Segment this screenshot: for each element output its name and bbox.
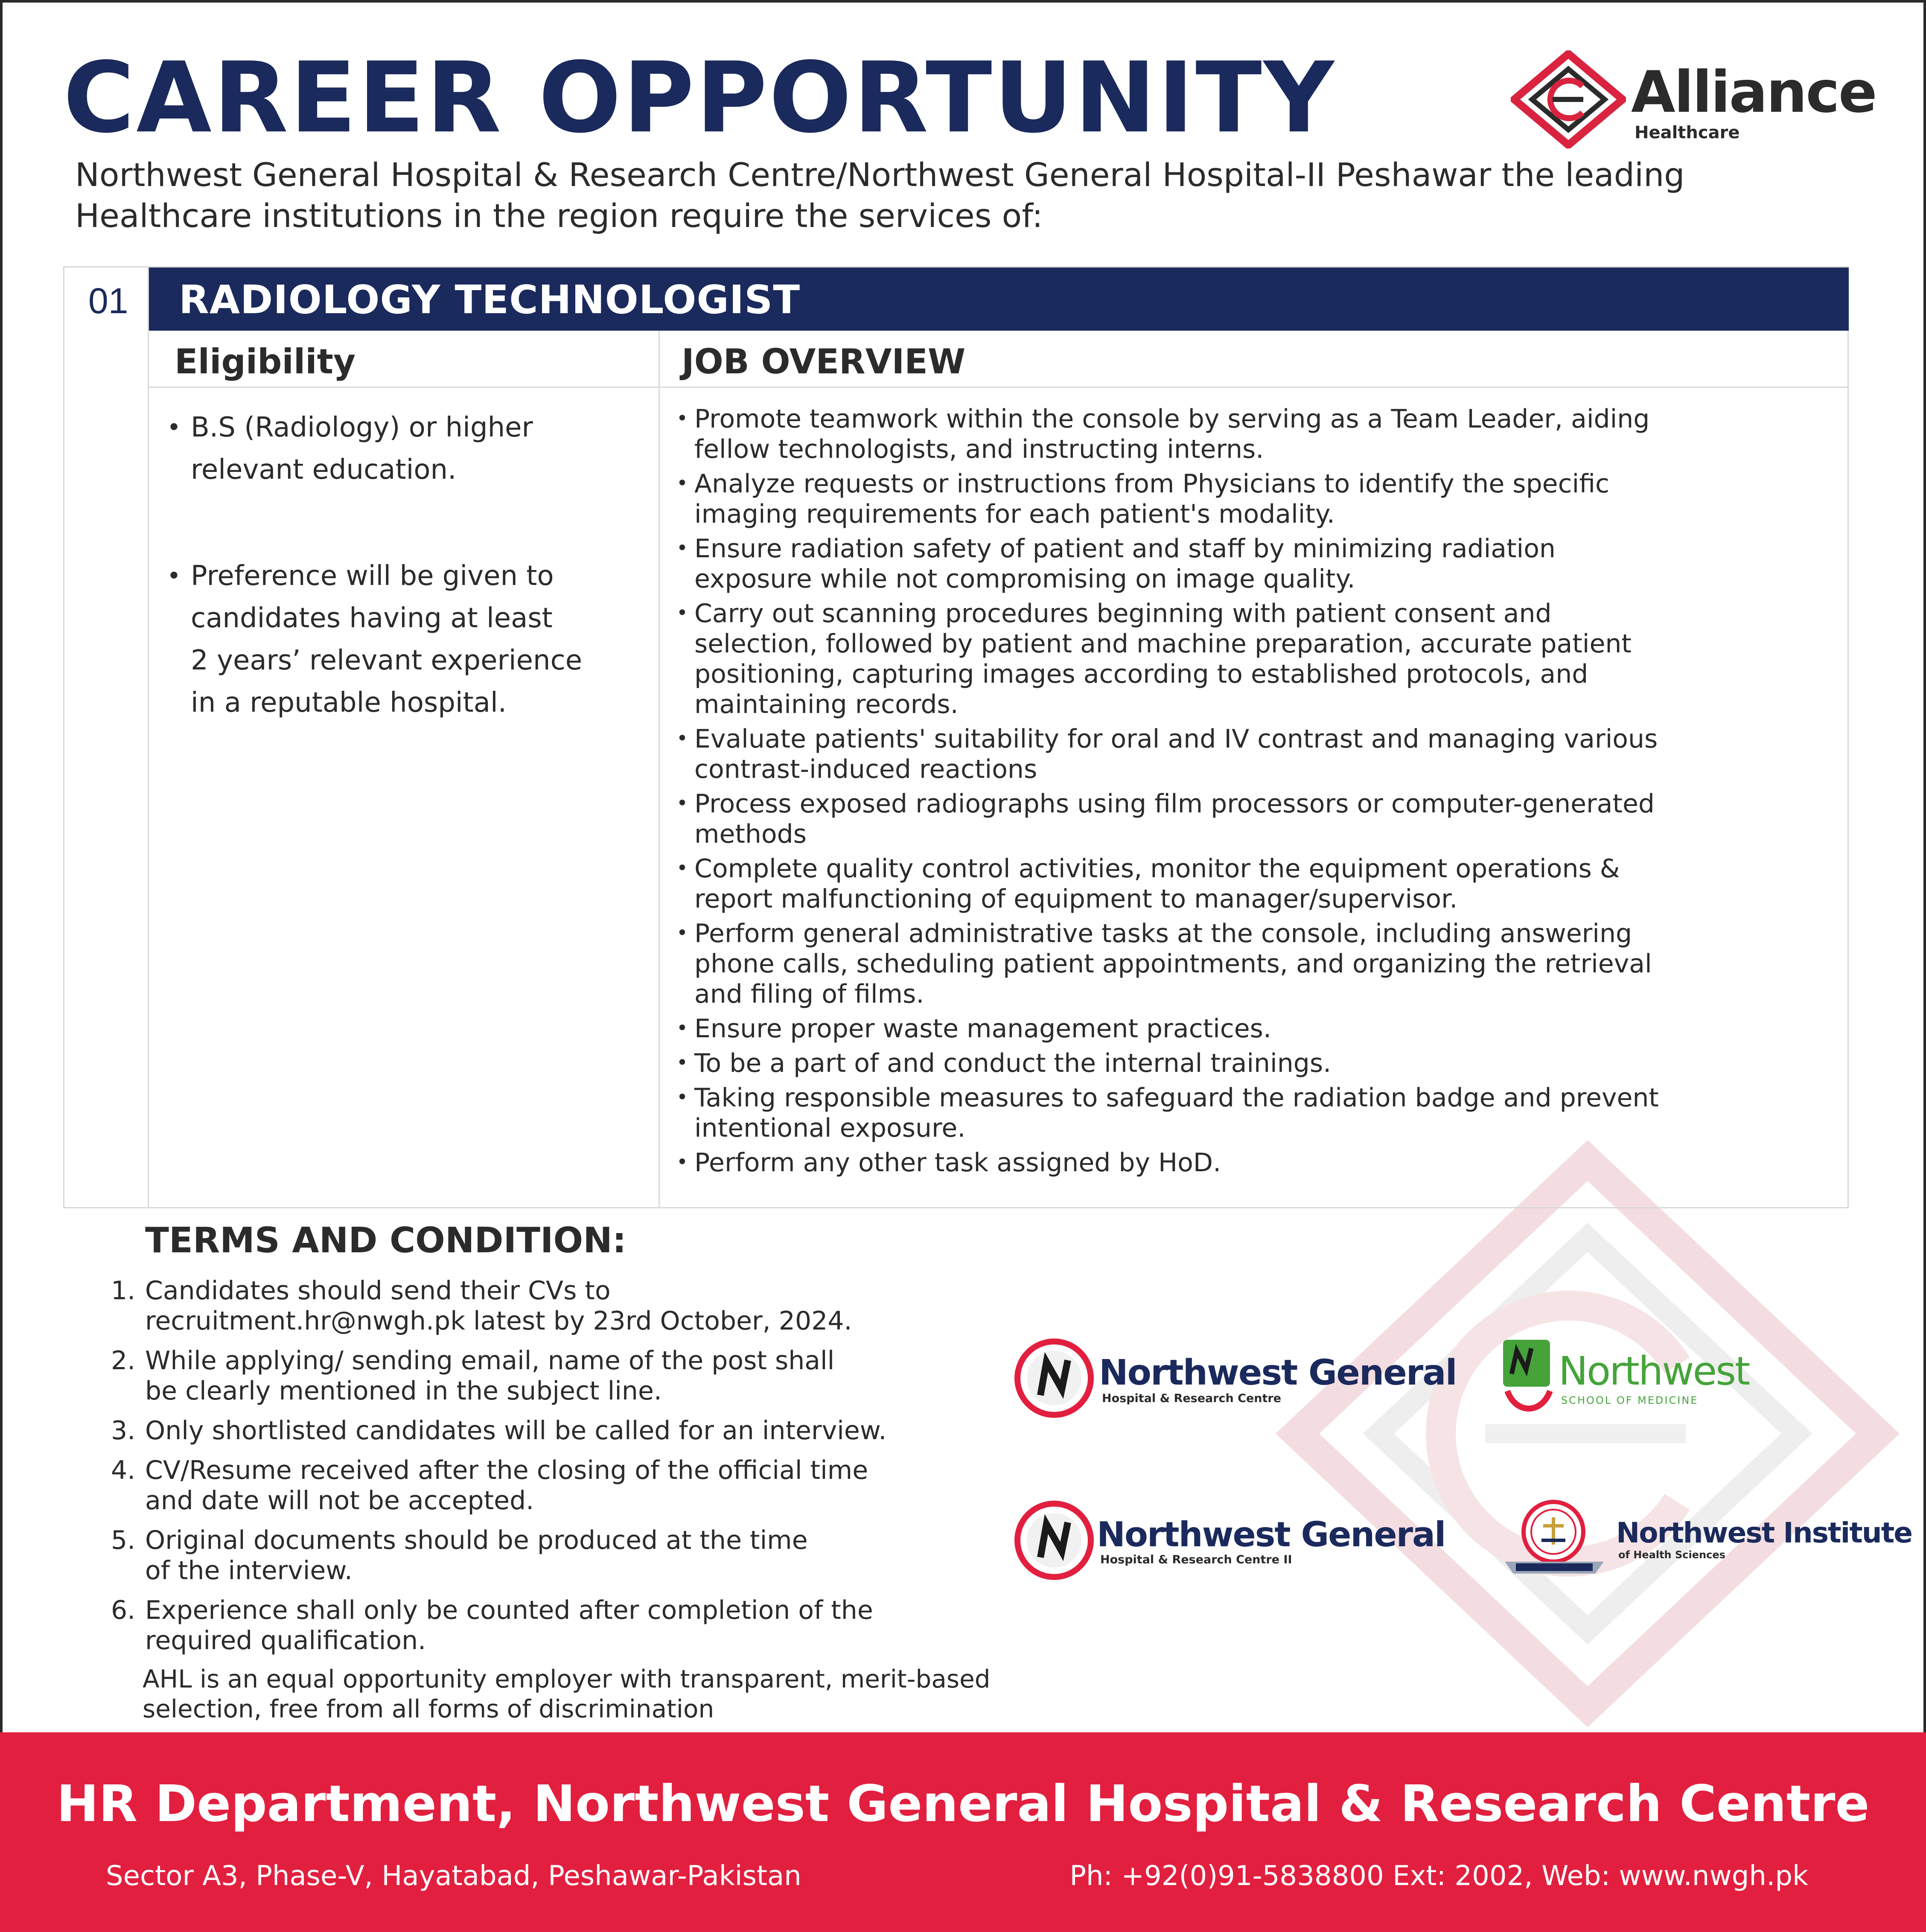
terms-line: recruitment.hr@nwgh.pk latest by 23rd October, 2024. [145,1306,852,1336]
duty-item [670,854,1831,914]
footer-title: HR Department, Northwest General Hospital & Research Centre [56,1774,1870,1833]
duty-line: • To be a part of and conduct the internal trainings. [694,1048,1332,1078]
eligibility-item [167,555,653,724]
duty-item [670,534,1831,594]
footer-address: Sector A3, Phase-V, Hayatabad, Peshawar-Pakistan [106,1860,801,1892]
intro-line: Northwest General Hospital & Research Centre/Northwest General Hospital-II Peshawar the leading [75,156,1685,194]
terms-item [102,1346,1058,1406]
note-line: selection, free from all forms of discrimination [143,1694,714,1723]
job-number: 01 [88,281,128,321]
eligibility-line: • Preference will be given to [191,560,554,592]
job-overview-heading: JOB OVERVIEW [682,342,966,381]
job-duties-list [670,404,1831,1182]
terms-item [102,1595,1058,1656]
terms-item-number: 4. [111,1455,136,1485]
terms-list [102,1276,1058,1665]
job-title-bar [149,268,1849,331]
page-title: CAREER OPPORTUNITY [63,41,1336,154]
duty-line: • Ensure radiation safety of patient and staff by minimizing radiation [694,534,1556,564]
duty-line: maintaining records. [694,690,959,719]
duty-line: • Perform any other task assigned by HoD. [694,1148,1221,1178]
terms-item-number: 5. [111,1525,136,1555]
nwsm-name: Northwest [1559,1348,1749,1394]
duty-item [670,1048,1831,1079]
eligibility-line: • B.S (Radiology) or higher [191,412,533,443]
alliance-logo-name: Alliance [1631,59,1876,125]
eligibility-line: 2 years’ relevant experience [191,645,583,676]
terms-item-number: 2. [111,1346,136,1376]
equal-opportunity-note [143,1664,1124,1724]
nwihs-crest-icon [1499,1498,1610,1583]
eligibility-heading: Eligibility [175,342,356,381]
duty-line: • Analyze requests or instructions from Physicians to identify the specific [694,469,1610,499]
terms-line: Only shortlisted candidates will be called for an interview. [145,1416,887,1446]
duty-line: selection, followed by patient and machine preparation, accurate patient [694,629,1632,659]
duty-line: • Promote teamwork within the console by serving as a Team Leader, aiding [694,404,1650,434]
eligibility-list [167,407,653,724]
eligibility-line: in a reputable hospital. [191,687,507,719]
terms-heading: TERMS AND CONDITION: [145,1220,626,1261]
duty-line: positioning, capturing images according to established protocols, and [694,659,1588,689]
terms-line: Experience shall only be counted after completion of the [145,1595,873,1625]
duty-line: methods [694,819,807,849]
alliance-logo-sub: Healthcare [1635,123,1740,143]
duty-line: • Evaluate patients' suitability for oral and IV contrast and managing various [694,724,1658,754]
nwgh2-name: Northwest General [1097,1515,1445,1554]
terms-line: Original documents should be produced at the time [145,1525,808,1555]
terms-line: be clearly mentioned in the subject line. [145,1376,662,1406]
intro-line: Healthcare institutions in the region require the services of: [75,197,1043,235]
nwgh-sub: Hospital & Research Centre [1102,1392,1282,1405]
duty-line: • Taking responsible measures to safeguard the radiation badge and prevent [694,1083,1659,1113]
terms-line: and date will not be accepted. [145,1486,534,1516]
nwgh2-sub: Hospital & Research Centre II [1100,1553,1292,1566]
nwgh-logo [1011,1336,1457,1421]
eligibility-item [167,407,653,491]
duty-line: phone calls, scheduling patient appointments, and organizing the retrieval [694,949,1652,979]
terms-item [102,1276,1058,1336]
eligibility-line: candidates having at least [191,602,553,634]
terms-item [102,1416,1058,1446]
terms-item-number: 6. [111,1595,136,1625]
duty-item [670,789,1831,850]
nwsm-sub: SCHOOL OF MEDICINE [1561,1394,1699,1406]
column-header-row [149,331,1849,388]
job-number-column [64,268,149,1207]
alliance-healthcare-logo [1511,50,1876,148]
duty-line: imaging requirements for each patient's modality. [694,499,1335,529]
duty-line: • Perform general administrative tasks at the console, including answering [694,919,1632,949]
duty-line: • Process exposed radiographs using film processors or computer-generated [694,789,1655,819]
terms-line: of the interview. [145,1556,353,1586]
duty-item [670,1083,1831,1143]
duty-line: • Complete quality control activities, monitor the equipment operations & [694,854,1620,884]
terms-item-number: 1. [111,1276,136,1306]
job-title: RADIOLOGY TECHNOLOGIST [179,277,801,323]
nwgh2-logo [1011,1498,1445,1583]
nwgh-emblem-icon [1011,1336,1097,1421]
duty-line: contrast-induced reactions [694,754,1037,784]
duty-line: • Ensure proper waste management practices. [694,1014,1271,1044]
duty-item [670,469,1831,530]
note-line: AHL is an equal opportunity employer with transparent, merit-based [143,1664,991,1693]
footer-bar [0,1732,1926,1932]
nwsm-logo [1499,1336,1749,1425]
terms-line: While applying/ sending email, name of the post shall [145,1346,835,1376]
watermark-logo-icon [1246,1126,1926,1741]
nwihs-sub: of Health Sciences [1618,1549,1725,1561]
eligibility-line: relevant education. [191,454,457,486]
column-divider [659,331,660,1208]
duty-line: fellow technologists, and instructing interns. [694,434,1264,464]
duty-item [670,724,1831,785]
duty-item [670,404,1831,465]
nwihs-name: Northwest Institute [1616,1516,1912,1549]
nwgh2-emblem-icon [1011,1498,1097,1583]
terms-line: Candidates should send their CVs to [145,1276,611,1306]
duty-line: intentional exposure. [694,1113,966,1143]
duty-line: • Carry out scanning procedures beginning with patient consent and [694,599,1552,628]
terms-line: required qualification. [145,1626,426,1656]
terms-item [102,1455,1058,1516]
duty-item [670,1148,1831,1178]
nwihs-logo [1499,1498,1912,1583]
terms-item [102,1525,1058,1586]
nwgh-name: Northwest General [1099,1353,1457,1393]
job-table [63,266,1849,1208]
terms-line: CV/Resume received after the closing of the official time [145,1455,868,1485]
intro-text [75,154,1868,236]
duty-line: report malfunctioning of equipment to manager/supervisor. [694,884,1458,914]
duty-item [670,1014,1831,1044]
terms-item-number: 3. [111,1416,136,1446]
nwsm-shield-icon [1499,1336,1559,1421]
duty-item [670,919,1831,1010]
duty-line: and filing of films. [694,979,924,1009]
duty-item [670,599,1831,720]
footer-contact: Ph: +92(0)91-5838800 Ext: 2002, Web: www.nwgh.pk [1069,1860,1808,1892]
duty-line: exposure while not compromising on image quality. [694,564,1355,594]
alliance-diamond-icon [1511,50,1626,148]
